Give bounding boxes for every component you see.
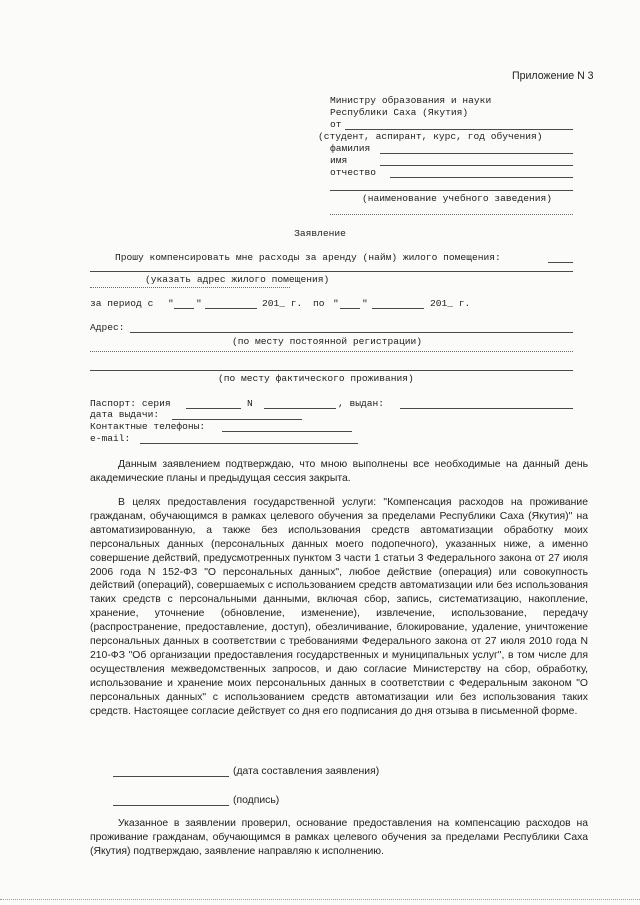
registration-address-field-line[interactable] — [130, 332, 573, 333]
passport-issue-date-label: дата выдачи: — [90, 409, 160, 420]
surname-field-line[interactable] — [380, 153, 573, 154]
email-field[interactable] — [140, 443, 358, 444]
name-label: имя — [330, 155, 348, 166]
passport-issue-date-field[interactable] — [172, 419, 302, 420]
passport-issued-label: , выдан: — [338, 398, 385, 409]
patronymic-label: отчество — [330, 167, 377, 178]
addressee-line-1: Министру образования и науки — [330, 95, 492, 106]
consent-text: В целях предоставления государственной услуги: "Компенсация расходов на проживание гражданам, обучающимся в рамках целевого обучения за пределами Республики Саха (Якутия)" на автоматизированную, а также без использования средств автоматизации обработку моих персональных данных (персональных данных моего подопечного), указанных ниже, а именно совершение действий, предусмотренных пунктом 3 части 1 статьи 3 Федерального закона от 27 июля 2006 года N 152-ФЗ "О персональных данных", любое действие (операция) или совокупность действий (операций), совершаемых с использованием средств автоматизации или без использования таких средств с персональными данными, включая сбор, запись, систематизацию, накопление, хранение, уточнение (обновление, изменение), извлечение, использование, передачу (распространение, предоставление, доступ), обезличивание, блокирование, удаление, уничтожение персональных данных в соответствии с требованиями Федерального закона от 27 июля 2010 года N 210-ФЗ "Об организации предоставления государственных и муниципальных услуг", в том числе для осуществления межведомственных запросов, и даю согласие Министерству на сбор, обработку, использование и хранение моих персональных данных в соответствии с Федеральным законом "О персональных данных" с использованием средств автоматизации или без использования таких средств. Настоящее согласие действует со дня его подписания до дня отзыва в письменной форме. — [90, 497, 588, 717]
period-quote-3: " — [333, 298, 339, 309]
passport-issued-field[interactable] — [400, 408, 573, 409]
passport-series-field[interactable] — [186, 408, 241, 409]
institution-field-line-2[interactable] — [330, 214, 573, 215]
from-field-line[interactable] — [345, 129, 573, 130]
period-to-month-field[interactable] — [372, 308, 424, 309]
registration-hint: (по месту постоянной регистрации) — [232, 336, 422, 347]
passport-number-label: N — [247, 398, 253, 409]
phones-field[interactable] — [222, 431, 352, 432]
document-title: Заявление — [294, 228, 346, 239]
status-hint: (студент, аспирант, курс, год обучения) — [318, 131, 543, 142]
date-field-line[interactable] — [113, 776, 229, 777]
institution-hint: (наименование учебного заведения) — [362, 193, 552, 204]
period-quote-2: " — [196, 298, 202, 309]
period-label: за период с — [90, 298, 154, 309]
scan-edge-divider — [0, 899, 640, 900]
request-line: Прошу компенсировать мне расходы за аренду (найм) жилого помещения: — [115, 252, 501, 263]
period-quote-4: " — [362, 298, 368, 309]
verification-paragraph — [90, 817, 588, 859]
passport-number-field[interactable] — [264, 408, 336, 409]
patronymic-field-line[interactable] — [390, 177, 573, 178]
residence-address-field-line[interactable] — [90, 370, 573, 371]
phones-label: Контактные телефоны: — [90, 421, 206, 432]
rental-address-hint: (указать адрес жилого помещения) — [145, 274, 330, 285]
period-to-year: 201_ г. — [430, 298, 471, 309]
passport-series-label: Паспорт: серия — [90, 398, 171, 409]
signature-field-line[interactable] — [113, 805, 229, 806]
surname-label: фамилия — [330, 143, 371, 154]
appendix-label: Приложение N 3 — [512, 70, 594, 82]
residence-hint: (по месту фактического проживания) — [218, 373, 414, 384]
period-to-label: по — [313, 298, 325, 309]
address-label: Адрес: — [90, 322, 125, 333]
confirmation-text: Данным заявлением подтверждаю, что мною выполнены все необходимые на данный день академические планы и предыдущая сессия закрыта. — [90, 459, 588, 484]
registration-address-field-line-2[interactable] — [90, 351, 573, 352]
rental-address-field-line[interactable] — [90, 271, 573, 272]
name-field-line[interactable] — [380, 165, 573, 166]
period-from-day-field[interactable] — [174, 308, 194, 309]
signature-label: (подпись) — [233, 795, 280, 806]
from-label: от — [330, 119, 342, 130]
period-from-year: 201_ г. — [262, 298, 303, 309]
period-to-day-field[interactable] — [340, 308, 360, 309]
period-from-month-field[interactable] — [205, 308, 257, 309]
verification-text: Указанное в заявлении проверил, основание предоставления на компенсацию расходов на проживание гражданам, обучающимся в рамках целевого обучения за пределами Республики Саха (Якутия) подтверждаю, заявление направляю к исполнению. — [90, 818, 588, 857]
institution-field-line[interactable] — [330, 190, 573, 191]
rental-address-field-line-2[interactable] — [90, 287, 290, 288]
request-field-line-end[interactable] — [548, 262, 573, 263]
addressee-line-2: Республики Саха (Якутия) — [330, 107, 469, 118]
date-label: (дата составления заявления) — [233, 766, 380, 777]
email-label: e-mail: — [90, 433, 131, 444]
consent-paragraph — [90, 496, 588, 719]
period-quote-1: " — [168, 298, 174, 309]
confirmation-paragraph — [90, 458, 588, 486]
